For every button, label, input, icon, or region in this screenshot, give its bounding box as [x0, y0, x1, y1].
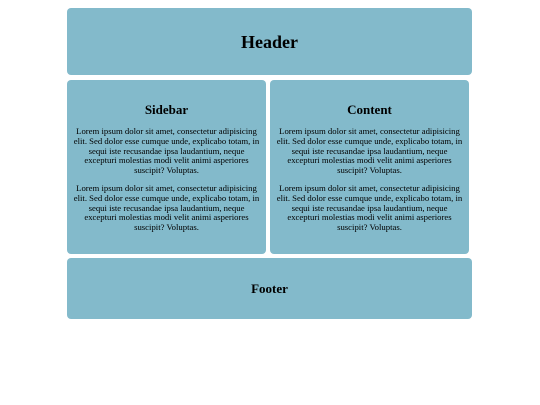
content-title: Content [347, 102, 392, 117]
footer-title: Footer [251, 281, 288, 296]
sidebar-paragraph: Lorem ipsum dolor sit amet, consectetur adipisicing elit. Sed dolor esse cumque unde, explicabo totam, in sequi iste recusandae ipsa laudantium, neque excepturi molestias modi velit animi asperiores suscipit? Voluptas. [73, 126, 260, 176]
content [270, 80, 469, 254]
sidebar [67, 80, 266, 254]
content-paragraph: Lorem ipsum dolor sit amet, consectetur adipisicing elit. Sed dolor esse cumque unde, explicabo totam, in sequi iste recusandae ipsa laudantium, neque excepturi molestias modi velit animi asperiores suscipit? Voluptas. [276, 183, 463, 233]
sidebar-paragraph: Lorem ipsum dolor sit amet, consectetur adipisicing elit. Sed dolor esse cumque unde, explicabo totam, in sequi iste recusandae ipsa laudantium, neque excepturi molestias modi velit animi asperiores suscipit? Voluptas. [73, 183, 260, 233]
footer [67, 258, 472, 319]
header-title: Header [241, 32, 298, 52]
sidebar-title: Sidebar [144, 102, 189, 117]
header [67, 8, 472, 75]
content-paragraph: Lorem ipsum dolor sit amet, consectetur adipisicing elit. Sed dolor esse cumque unde, explicabo totam, in sequi iste recusandae ipsa laudantium, neque excepturi molestias modi velit animi asperiores suscipit? Voluptas. [276, 126, 463, 176]
